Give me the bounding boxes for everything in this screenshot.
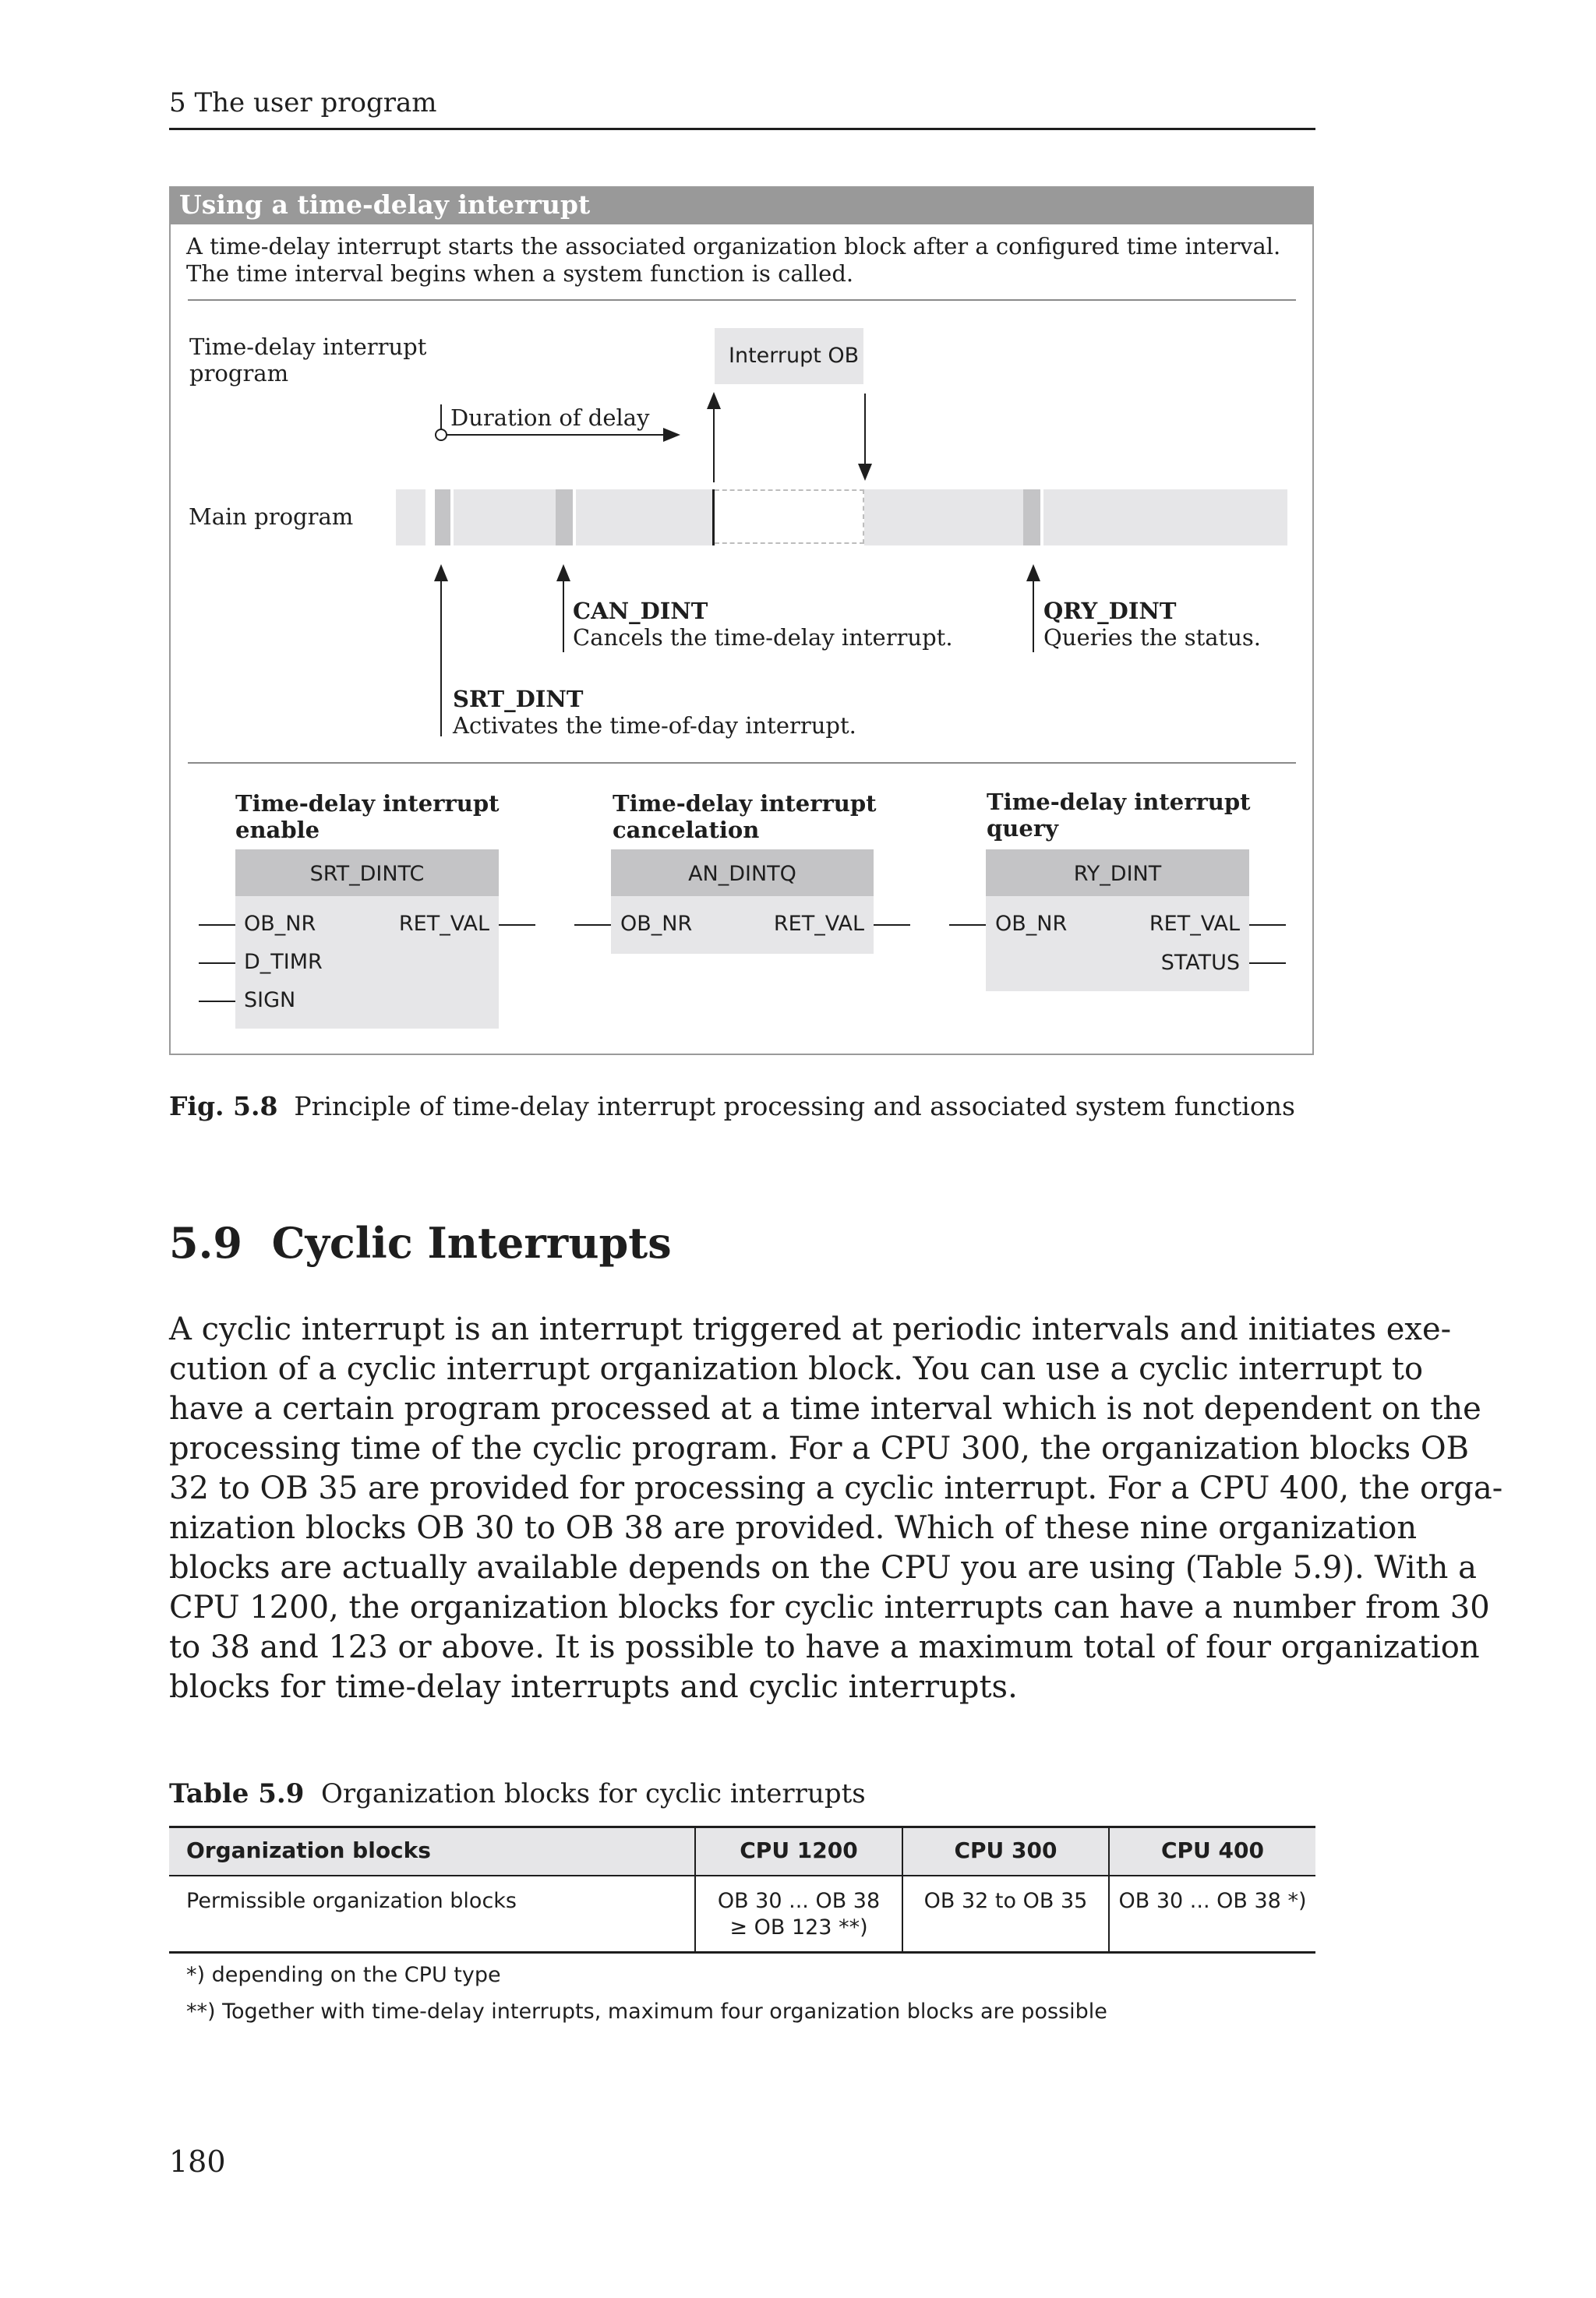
figure-intro-line: The time interval begins when a system function is called. xyxy=(186,260,854,287)
table-header-cell: CPU 400 xyxy=(1160,1837,1264,1863)
running-header: 5 The user program xyxy=(169,87,437,118)
block-title-line: Time-delay interrupt xyxy=(987,789,1251,815)
block-title-line: Time-delay interrupt xyxy=(613,790,877,817)
table-cell: OB 30 ... OB 38 *) xyxy=(1118,1889,1307,1913)
paragraph-line: 32 to OB 35 are provided for processing a cyclic interrupt. For a CPU 400, the orga- xyxy=(169,1470,1503,1506)
block-output-pin: RET_VAL xyxy=(1149,912,1240,936)
qry-dint-arrow xyxy=(1026,564,1040,581)
block-title-query xyxy=(987,789,1251,842)
block-input-pin: OB_NR xyxy=(244,912,316,936)
can-dint-arrow xyxy=(556,564,570,581)
main-bar-interrupted-outline xyxy=(715,489,864,544)
figure-caption-label: Fig. 5.8 xyxy=(169,1091,278,1121)
interrupt-return-line xyxy=(864,394,866,468)
block-name-ry-dint: RY_DINT xyxy=(1073,862,1162,886)
paragraph-line: processing time of the cyclic program. For a CPU 300, the organization blocks OB xyxy=(169,1431,1470,1467)
section-number: 5.9 xyxy=(169,1218,242,1268)
block-input-pin: D_TIMR xyxy=(244,950,323,974)
pin-line xyxy=(499,924,535,926)
table-header-cell: CPU 1200 xyxy=(740,1837,858,1863)
block-title-line: cancelation xyxy=(613,817,760,843)
pin-line xyxy=(199,1001,235,1002)
block-name-an-dintq: AN_DINTQ xyxy=(688,862,796,886)
section-title: Cyclic Interrupts xyxy=(271,1218,672,1268)
table-bottom-rule xyxy=(169,1951,1315,1954)
srt-dint-note xyxy=(453,686,856,739)
paragraph-line: nization blocks OB 30 to OB 38 are provided. Which of these nine organization xyxy=(169,1510,1418,1546)
block-input-pin: OB_NR xyxy=(620,912,693,936)
interrupt-ob-label: Interrupt OB xyxy=(729,344,860,368)
qry-dint-name: QRY_DINT xyxy=(1043,598,1177,624)
table-footnote: *) depending on the CPU type xyxy=(186,1963,501,1987)
paragraph-line: have a certain program processed at a time interval which is not dependent on the xyxy=(169,1391,1481,1427)
figure-divider xyxy=(188,762,1296,764)
paragraph-line: blocks for time-delay interrupts and cyclic interrupts. xyxy=(169,1669,1018,1705)
section-heading xyxy=(169,1218,672,1268)
pin-line xyxy=(199,924,235,926)
qry-dint-note xyxy=(1043,598,1261,651)
figure-intro-line: A time-delay interrupt starts the associated organization block after a configured time interval. xyxy=(186,233,1281,259)
figure-caption-text: Principle of time-delay interrupt processing and associated system functions xyxy=(294,1091,1295,1121)
qry-dint-line xyxy=(1033,581,1034,652)
table-caption-text: Organization blocks for cyclic interrupts xyxy=(321,1778,866,1809)
table-cell-line: OB 30 ... OB 38 xyxy=(717,1889,881,1913)
block-input-pin: SIGN xyxy=(244,988,296,1012)
interrupt-program-label-line: program xyxy=(189,360,289,387)
paragraph-line: cution of a cyclic interrupt organization block. You can use a cyclic interrupt to xyxy=(169,1351,1424,1387)
main-bar-gap xyxy=(450,489,454,545)
table-caption xyxy=(169,1778,866,1809)
page-number: 180 xyxy=(169,2144,226,2179)
block-name-srt-dintc: SRT_DINTC xyxy=(309,862,425,886)
srt-dint-arrow xyxy=(434,564,448,581)
interrupt-return-arrow xyxy=(858,464,872,481)
main-program-label: Main program xyxy=(189,503,354,530)
paragraph-line: CPU 1200, the organization blocks for cyclic interrupts can have a number from 30 xyxy=(169,1590,1490,1626)
interrupt-program-label xyxy=(189,334,426,387)
table-footnote: **) Together with time-delay interrupts, maximum four organization blocks are possible xyxy=(186,2000,1107,2024)
block-title-line: Time-delay interrupt xyxy=(235,790,500,817)
paragraph-line: blocks are actually available depends on the CPU you are using (Table 5.9). With a xyxy=(169,1550,1477,1586)
table-cell: OB 32 to OB 35 xyxy=(923,1889,1088,1913)
pin-line xyxy=(874,924,910,926)
header-rule xyxy=(169,128,1315,130)
figure-divider xyxy=(188,299,1296,301)
block-output-pin: STATUS xyxy=(1160,951,1240,975)
main-bar-gap xyxy=(425,489,435,545)
block-title-line: query xyxy=(987,815,1058,842)
pin-line xyxy=(574,924,611,926)
table-cell: Permissible organization blocks xyxy=(186,1889,517,1913)
block-title-enable xyxy=(235,790,500,843)
table-cell-cpu1200 xyxy=(696,1888,902,1941)
pin-line xyxy=(949,924,986,926)
qry-dint-desc: Queries the status. xyxy=(1043,624,1261,651)
can-dint-line xyxy=(563,581,564,652)
paragraph-line: to 38 and 123 or above. It is possible to have a maximum total of four organization xyxy=(169,1629,1480,1665)
block-title-cancelation xyxy=(613,790,877,843)
duration-of-delay-label: Duration of delay xyxy=(450,404,650,431)
interrupt-start-arrow xyxy=(707,392,721,409)
interrupt-start-line xyxy=(713,408,715,482)
block-title-line: enable xyxy=(235,817,320,843)
delay-arrow-line xyxy=(447,434,665,436)
main-bar-gap xyxy=(573,489,576,545)
delay-arrow-head xyxy=(663,428,680,442)
can-dint-note xyxy=(573,598,953,651)
pin-line xyxy=(1249,924,1286,926)
pin-line xyxy=(1249,962,1286,964)
srt-dint-name: SRT_DINT xyxy=(453,686,584,712)
figure-caption xyxy=(169,1091,1295,1121)
interrupt-program-label-line: Time-delay interrupt xyxy=(189,334,427,360)
block-output-pin: RET_VAL xyxy=(773,912,864,936)
table-cell-line: ≥ OB 123 **) xyxy=(729,1915,868,1940)
paragraph-line: A cyclic interrupt is an interrupt triggered at periodic intervals and initiates exe- xyxy=(169,1311,1452,1347)
main-bar-segment xyxy=(435,489,450,545)
block-body-ry-dint xyxy=(986,896,1249,991)
table-header-rule xyxy=(169,1875,1315,1876)
srt-dint-desc: Activates the time-of-day interrupt. xyxy=(453,712,856,739)
table-caption-label: Table 5.9 xyxy=(169,1778,305,1809)
block-input-pin: OB_NR xyxy=(995,912,1068,936)
figure-title: Using a time-delay interrupt xyxy=(179,189,591,220)
can-dint-name: CAN_DINT xyxy=(573,598,708,624)
delay-start-circle xyxy=(435,429,447,441)
table-header-cell: Organization blocks xyxy=(186,1837,431,1863)
main-bar-segment xyxy=(1023,489,1040,545)
main-bar-segment xyxy=(556,489,573,545)
main-bar-gap xyxy=(1040,489,1043,545)
table-header-cell: CPU 300 xyxy=(954,1837,1058,1863)
srt-dint-line xyxy=(440,581,442,736)
pin-line xyxy=(199,962,235,964)
table-top-rule xyxy=(169,1826,1315,1828)
block-output-pin: RET_VAL xyxy=(398,912,489,936)
can-dint-desc: Cancels the time-delay interrupt. xyxy=(573,624,953,651)
